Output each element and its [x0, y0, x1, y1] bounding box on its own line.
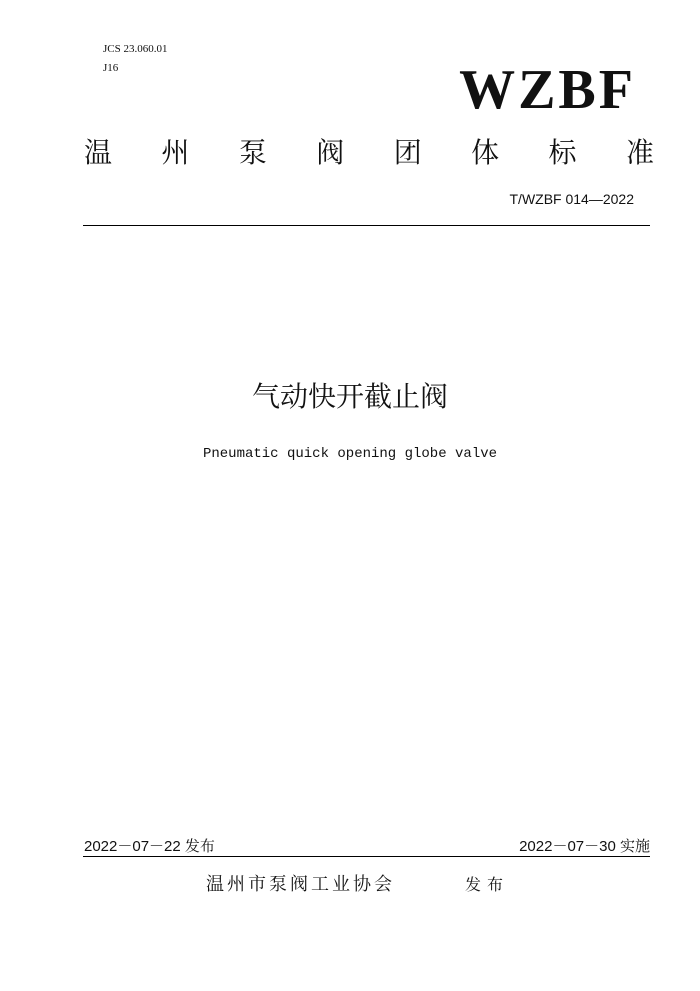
standard-type-heading — [84, 136, 654, 170]
standard-type-char: 泵 — [238, 136, 267, 169]
standard-type-char: 温 — [84, 136, 113, 169]
document-title-english: Pneumatic quick opening globe valve — [202, 446, 498, 462]
standard-type-char: 准 — [625, 136, 654, 169]
standard-type-char: 阀 — [316, 136, 345, 169]
standard-code: T/WZBF 014—2022 — [509, 191, 634, 207]
implement-date: 2022－07－30 实施 — [519, 838, 650, 855]
standard-type-char: 体 — [471, 136, 500, 169]
publish-date: 2022－07－22 发布 — [84, 838, 215, 855]
standard-type-char: 团 — [393, 136, 422, 169]
standard-type-char: 州 — [161, 136, 190, 169]
ics-code: JCS 23.060.01 — [103, 43, 168, 55]
footer-divider — [83, 856, 650, 857]
issued-label: 发布 — [465, 875, 510, 894]
wzbf-logo: WZBF — [459, 59, 636, 121]
issuing-organization: 温州市泵阀工业协会 — [206, 874, 395, 895]
document-title-chinese: 气动快开截止阀 — [251, 380, 448, 413]
header-divider — [83, 225, 650, 226]
ccs-code: J16 — [103, 62, 119, 74]
standard-type-char: 标 — [548, 136, 577, 169]
